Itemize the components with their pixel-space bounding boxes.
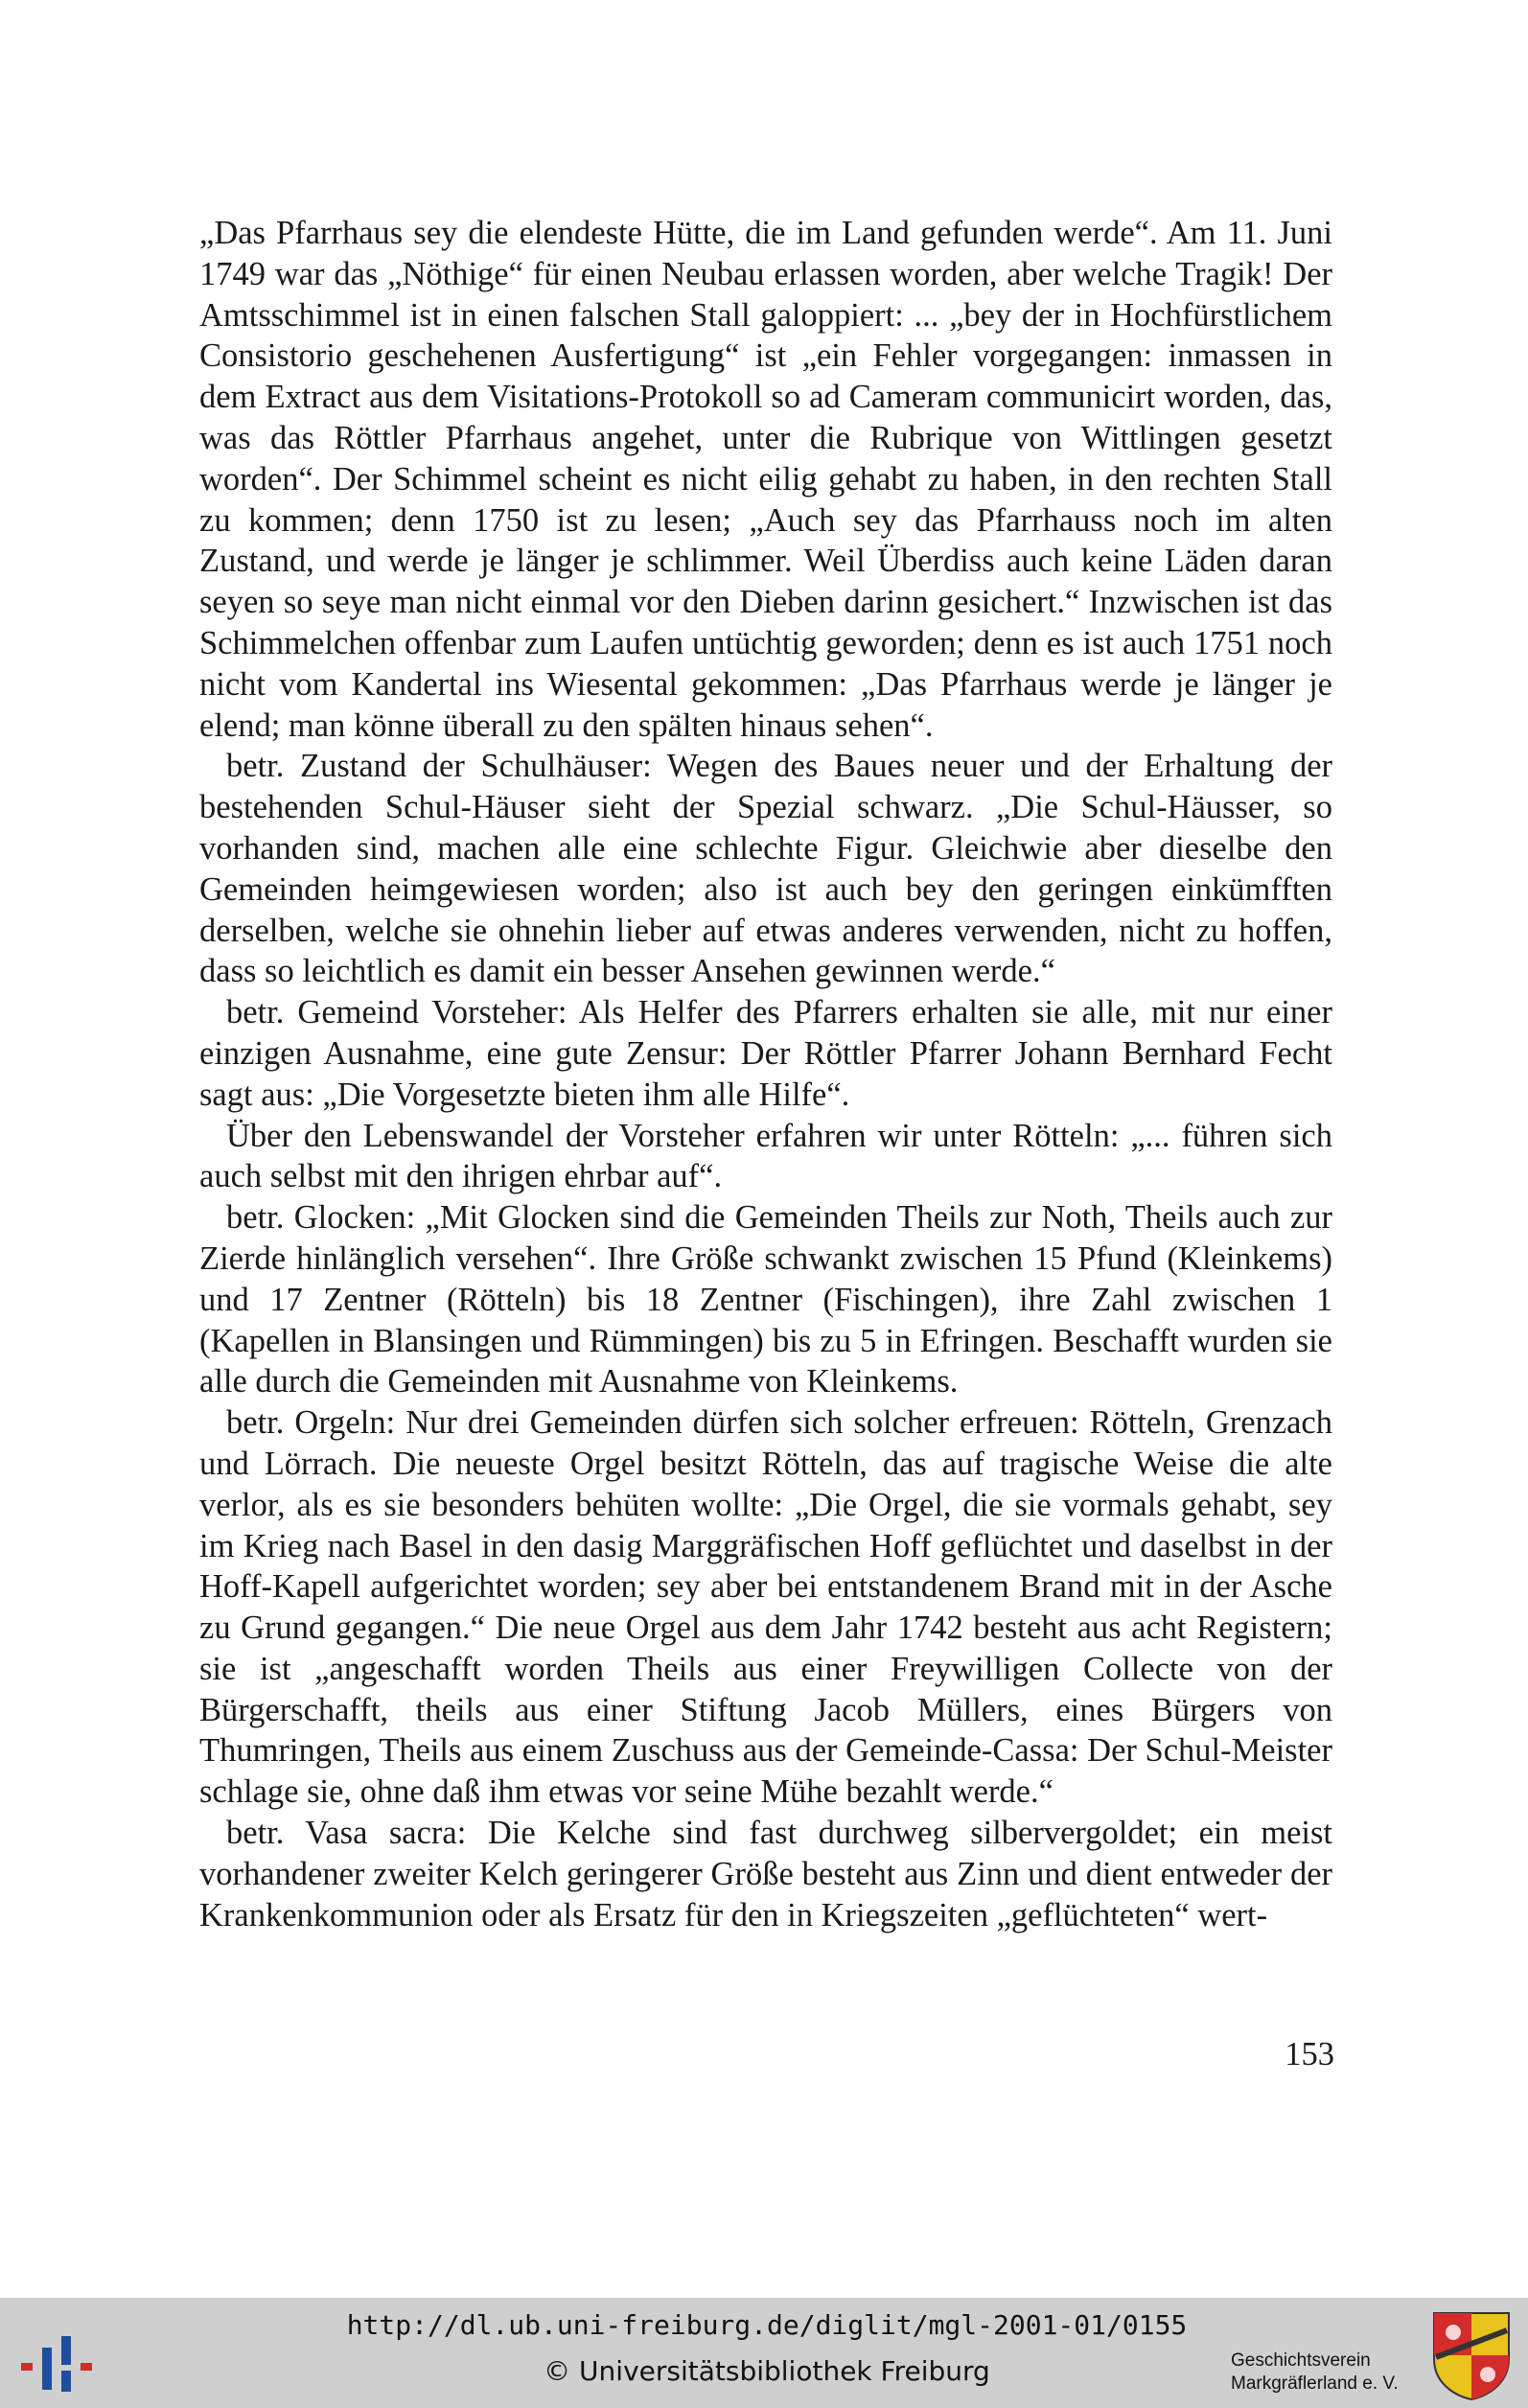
coat-of-arms-icon bbox=[1432, 2311, 1511, 2401]
document-url-link[interactable]: http://dl.ub.uni-freiburg.de/diglit/mgl-2001-01/0155 bbox=[346, 2309, 1188, 2341]
page-body bbox=[199, 213, 1332, 1935]
paragraph: betr. Orgeln: Nur drei Gemeinden dürfen sich solcher erfreuen: Rötteln, Grenzach und Lörrach. Die neueste Orgel besitzt Rötteln, das auf tragische Weise die alte verlor, als es sie besonders behüten wollte: „Die Orgel, die sie vormals gehabt, sey im Krieg nach Basel in den dasig Marggräfischen Hoff geflüchtet und daselbst in der Hoff-Kapell aufgerichtet worden; sey aber bei entstandenem Brand mit in der Asche zu Grund gegangen.“ Die neue Orgel aus dem Jahr 1742 besteht aus acht Registern; sie ist „angeschafft worden Theils aus einer Freywilligen Collecte von der Bürgerschafft, theils aus einer Stiftung Jacob Müllers, eines Bürgers von Thumringen, Theils aus einem Zuschuss aus der Gemeinde-Cassa: Der Schul-Meister schlage sie, ohne daß ihm etwas vor seine Mühe bezahlt werde.“ bbox=[199, 1404, 1332, 1811]
society-line-1: Geschichtsverein bbox=[1231, 2350, 1371, 2371]
paragraph: Über den Lebenswandel der Vorsteher erfahren wir unter Rötteln: „... führen sich auch selbst mit den ihrigen ehrbar auf“. bbox=[199, 1117, 1332, 1195]
copyright-text: © Universitätsbibliothek Freiburg bbox=[544, 2355, 990, 2387]
footer-bar bbox=[0, 2298, 1528, 2408]
society-name bbox=[1231, 2350, 1442, 2396]
paragraph: betr. Glocken: „Mit Glocken sind die Gemeinden Theils zur Noth, Theils auch zur Zierde hinlänglich versehen“. Ihre Größe schwankt zwischen 15 Pfund (Kleinkems) und 17 Zentner (Rötteln) bis 18 Zentner (Fischingen), ihre Zahl zwischen 1 (Kapellen in Blansingen und Rümmingen) bis zu 5 in Efringen. Beschafft wurden sie alle durch die Gemeinden mit Ausnahme von Kleinkems. bbox=[199, 1199, 1332, 1401]
paragraph: betr. Gemeind Vorsteher: Als Helfer des Pfarrers erhalten sie alle, mit nur einer einzigen Ausnahme, eine gute Zensur: Der Röttler Pfarrer Johann Bernhard Fecht sagt aus: „Die Vorgesetzte bieten ihm alle Hilfe“. bbox=[199, 994, 1332, 1113]
paragraph: „Das Pfarrhaus sey die elendeste Hütte, die im Land gefunden werde“. Am 11. Juni 1749 war das „Nöthige“ für einen Neubau erlassen worden, aber welche Tragik! Der Amtsschimmel ist in einen falschen Stall galoppiert: ... „bey der in Hochfürstlichem Consistorio geschehenen Ausfertigung“ ist „ein Fehler vorgegangen: inmassen in dem Extract aus dem Visitations-Protokoll so ad Cameram communicirt worden, das, was das Röttler Pfarrhaus angehet, unter die Rubrique von Wittlingen gesetzt worden“. Der Schimmel scheint es nicht eilig gehabt zu haben, in den rechten Stall zu kommen; denn 1750 ist zu lesen; „Auch sey das Pfarrhauss noch im alten Zustand, und werde je länger je schlimmer. Weil Überdiss auch keine Läden daran seyen so seye man nicht einmal vor den Dieben darinn gesichert.“ Inzwischen ist das Schimmelchen offenbar zum Laufen untüchtig geworden; denn es ist auch 1751 noch nicht vom Kandertal ins Wiesental gekommen: „Das Pfarrhaus werde je länger je elend; man könne überall zu den spälten hinaus sehen“. bbox=[199, 215, 1332, 744]
page-number: 153 bbox=[1285, 2036, 1334, 2072]
ub-freiburg-logo-icon bbox=[15, 2336, 102, 2394]
society-line-2: Markgräflerland e. V. bbox=[1231, 2373, 1399, 2394]
paragraph: betr. Vasa sacra: Die Kelche sind fast durchweg silbervergoldet; ein meist vorhandener zweiter Kelch geringerer Größe besteht aus Zinn und dient entweder der Krankenkommunion oder als Ersatz für den in Kriegszeiten „geflüchteten“ wert- bbox=[199, 1815, 1332, 1933]
paragraph: betr. Zustand der Schulhäuser: Wegen des Baues neuer und der Erhaltung der bestehenden Schul-Häuser sieht der Spezial schwarz. „Die Schul-Häusser, so vorhanden sind, machen alle eine schlechte Figur. Gleichwie aber dieselbe den Gemeinden heimgewiesen worden; also ist auch bey den geringen einkümfften derselben, welche sie ohnehin lieber auf etwas anderes verwenden, nicht zu hoffen, dass so leichtlich es damit ein besser Ansehen gewinnen werde.“ bbox=[199, 748, 1332, 990]
